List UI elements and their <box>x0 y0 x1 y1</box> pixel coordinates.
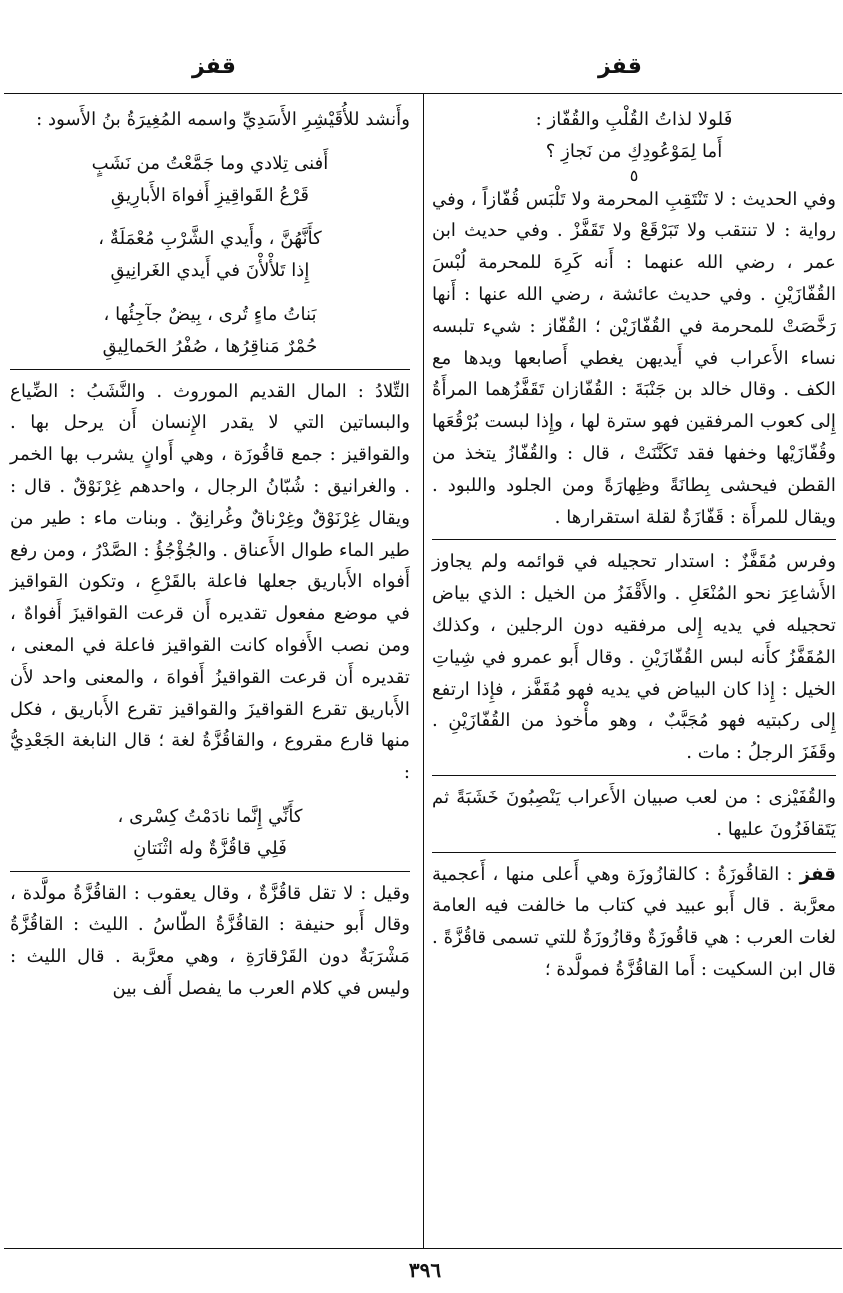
quoted-verse <box>10 801 410 865</box>
entry-paragraph <box>432 859 836 986</box>
paragraph-separator <box>432 539 836 540</box>
verse-line: قَرْعُ القَواقِيزِ أَفواهَ الأَبارِيقِ <box>110 184 310 206</box>
opening-verse <box>432 104 836 168</box>
verse-line: بَناتُ ماءٍ تُرى ، بِيضٌ جآجِئُها ، <box>103 303 317 325</box>
section-ornament: ٥ <box>629 165 639 185</box>
verse-line: فَلِي قاقُزَّةٌ وله اثْنَتانِ <box>133 837 287 859</box>
verse-line: كأَنِّي إِنَّما نادَمْتُ كِسْرى ، <box>117 805 303 827</box>
poem-explanation: التِّلادُ : المال القديم الموروث . والنَّشَبُ : الضِّياع والبساتين التي لا يقدر الإِنسان أَن يرحل بها . والقواقيز : جمع قاقُوزَة ، وهي أَوانٍ يشرب بها الخمر . والغرانيق : شُبّانُ الرجال ، واحدهم غِرْنَوْقٌ . قال : ويقال غِرْنَوْقٌ وغِرْناقٌ وغُرانِقٌ . وبنات ماء : طير من طير الماء طوال الأَعناق . والجُؤْجُؤُ : الصَّدْرُ ، ومن رفع أَفواه الأَباريق جعلها فاعلة بالقَرْعِ ، وتكون القواقيز في موضع مفعول تقديره أَن قرعت القواقيزَ أَفواهٌ ، ومن نصب الأَفواه كانت القواقيز فاعلة في المعنى ، تقديره أَن قرعت القواقيزُ أَفواهَ ، والمعنى واحد لأَن الأَباريق تقرع القواقيزَ والقواقيز تقرع الأَباريق ، فكل منها قارع مقروع ، والقاقُزَّةُ لغة ؛ قال النابغة الجَعْدِيُّ : <box>10 380 410 784</box>
bottom-rule <box>4 1248 842 1249</box>
paragraph-separator <box>432 852 836 853</box>
verse-line: كأَنَّهُنَّ ، وأَيدي الشَّرْبِ مُعْمَلَةٌ ، <box>98 228 322 250</box>
right-column <box>432 104 836 986</box>
entry-text: : القاقُوزَةُ : كالقازُوزَة وهي أَعلى منها ، أَعجمية معرَّبة . قال أَبو عبيد في كتاب ما خالفت فيه العامة لغات العرب : هي قاقُوزَةٌ وقازُوزَةٌ للتي تسمى قاقُزَّةً . قال ابن السكيت : أَما القاقُزَّةُ فمولَّدة ؛ <box>432 863 836 980</box>
left-column <box>10 104 410 1005</box>
paragraph-horse: وفرس مُقَفَّزٌ : استدار تحجيله في قوائمه ولم يجاوز الأَشاعِرَ نحو المُنْعَلِ . والأَقْفَزُ من الخيل : الذي بياض تحجيله في يديه إِلى مرفقيه دون الرجلين ، وكذلك المُقَفَّزُ كأَنه لبس القُفّازَيْنِ . وقال أَبو عمرو في شِياتِ الخيل : إِذا كان البياض في يديه فهو مُقَفَّز ، فإِذا ارتفع إِلى ركبتيه فهو مُجَبَّبٌ ، وهو مأْخوذ من القُفّازَيْنِ . وقَفَزَ الرجلُ : مات . <box>432 551 836 764</box>
verse-line: إِذا تَلأْلأْنَ في أَيدي الغَرانِيقِ <box>110 260 310 282</box>
page-number: ٣٩٦ <box>408 1258 442 1282</box>
verse-line: فَلولا لذاتُ القُلْبِ والقُفّاز : <box>535 109 733 130</box>
column-divider <box>423 93 424 1248</box>
paragraph-separator <box>10 871 410 872</box>
paragraph-separator <box>432 775 836 776</box>
final-paragraph: وقيل : لا تقل قاقُزَّةٌ ، وقال يعقوب : القاقُزَّةُ مولَّدة ، وقال أَبو حنيفة : القاقُزَّةُ الطّاسُ . الليث : القاقُزَّةُ مَشْرَبَةٌ دون القَرْقارَةِ ، وهي معرَّبة . قال الليث : وليس في كلام العرب ما يفصل أَلف بين <box>10 882 410 999</box>
verse-line: حُمْرٌ مَناقِرُها ، صُفْرُ الحَمالِيقِ <box>102 335 318 357</box>
paragraph-game: والقُفَيْزى : من لعب صبيان الأَعراب يَنْصِبُونَ خَشَبَةً ثم يَتَقافَزُونَ عليها . <box>432 786 836 840</box>
verse-line: أَفنى تِلادي وما جَمَّعْتُ من نَشَبٍ <box>91 152 329 174</box>
entry-lemma: قفز <box>799 863 836 885</box>
paragraph-separator <box>10 369 410 370</box>
poem-intro: وأَنشد للأُقَيْشِرِ الأَسَدِيِّ واسمه المُغِيرَةُ بنُ الأَسود : <box>36 109 410 130</box>
running-head-right: قفز <box>598 54 642 79</box>
poem-block <box>10 148 410 363</box>
verse-line: أَما لِمَوْعُودِكِ من نَجازِ ؟ <box>545 140 723 162</box>
running-head-left: قفز <box>192 54 236 79</box>
paragraph-hadith: وفي الحديث : لا تَنْتَقِبِ المحرمة ولا تَلْبَس قُفّازاً ، وفي رواية : لا تنتقب ولا تَبَرْقَعْ ولا تَقَفَّزْ . وفي حديث ابن عمر ، رضي الله عنهما : أَنه كَرِهَ للمحرمة لُبْسَ القُفّازَيْنِ . وفي حديث عائشة ، رضي الله عنها : أَنها رَخَّصَتْ للمحرمة في القُفّازَيْن ؛ القُفّاز : شيء تلبسه نساء الأَعراب في أَيديهن يغطي أَصابعها ويدها مع الكف . وقال خالد بن جَنْبَةَ : القُفّازان تَقَفَّزُهما المرأَةُ إِلى كعوب المرفقين فهو سترة لها ، وإِذا لبست بُرْقُعَها وقُفّازَيْها وخفها فقد تَكَنَّنَتْ ، قال : والقُفّازُ يتخذ من القطن فيحشى بِطانَةً وظِهارَةً ومن الجلود واللبود . ويقال للمرأَة : قَفّازَةٌ لقلة استقرارها . <box>432 188 836 528</box>
